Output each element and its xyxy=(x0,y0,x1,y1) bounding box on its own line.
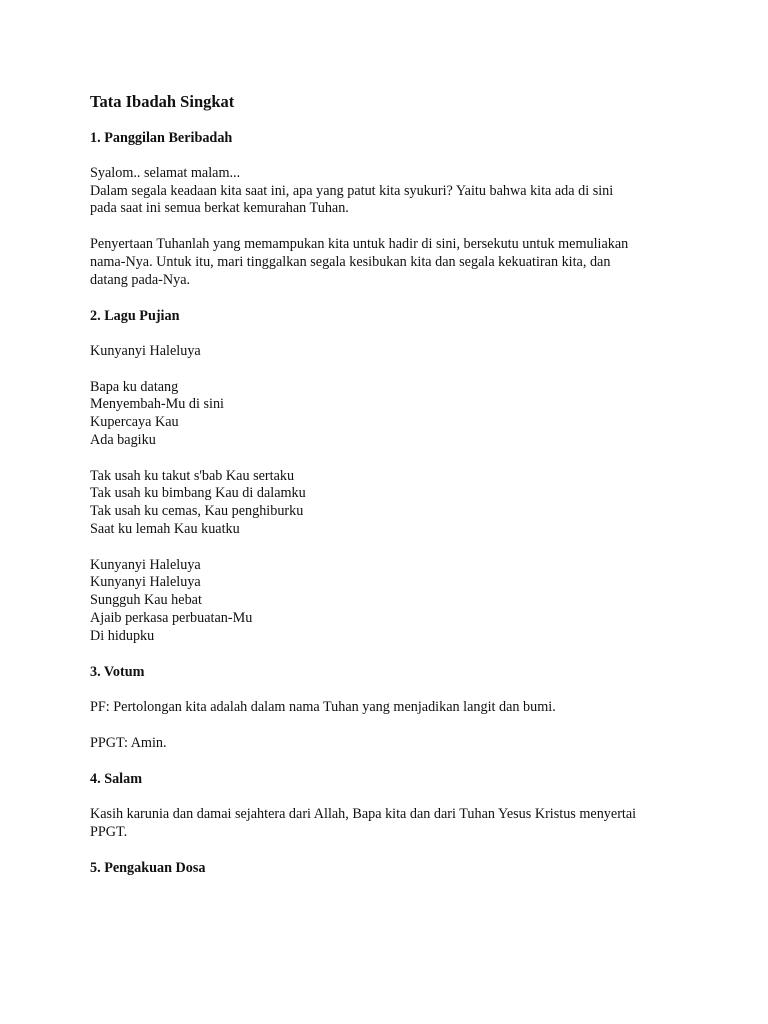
text-line: Saat ku lemah Kau kuatku xyxy=(90,520,240,537)
section-lagu-pujian xyxy=(90,307,690,663)
text-line: Sungguh Kau hebat xyxy=(90,592,202,609)
paragraph xyxy=(90,735,690,753)
section-heading: 1. Panggilan Beribadah xyxy=(90,130,233,146)
paragraph xyxy=(90,236,690,289)
text-line: Tak usah ku takut s'bab Kau sertaku xyxy=(90,467,295,484)
text-line: Tak usah ku cemas, Kau penghiburku xyxy=(90,503,304,520)
text-line: PPGT. xyxy=(90,823,128,840)
song-verse xyxy=(90,379,690,450)
section-heading: 5. Pengakuan Dosa xyxy=(90,860,206,877)
text-line: PF: Pertolongan kita adalah dalam nama Tuhan yang menjadikan langit dan bumi. xyxy=(90,699,556,716)
text-line: Menyembah-Mu di sini xyxy=(90,396,224,413)
text-line: Ada bagiku xyxy=(90,431,156,448)
text-line: pada saat ini semua berkat kemurahan Tuhan. xyxy=(90,200,349,217)
text-line: datang pada-Nya. xyxy=(90,271,191,288)
song-chorus xyxy=(90,557,690,646)
text-line: nama-Nya. Untuk itu, mari tinggalkan segala kesibukan kita dan segala kekuatiran kita, dan xyxy=(90,253,611,270)
song-line-block xyxy=(90,343,690,361)
section-votum xyxy=(90,663,690,770)
text-line: Kunyanyi Haleluya xyxy=(90,342,201,359)
text-line: PPGT: Amin. xyxy=(90,734,167,751)
text-line: Bapa ku datang xyxy=(90,378,179,395)
text-line: Tak usah ku bimbang Kau di dalamku xyxy=(90,485,306,502)
document-title: Tata Ibadah Singkat xyxy=(90,92,235,111)
song-verse xyxy=(90,468,690,539)
text-line: Kupercaya Kau xyxy=(90,414,179,431)
text-line: Di hidupku xyxy=(90,627,155,644)
text-line: Ajaib perkasa perbuatan-Mu xyxy=(90,609,253,626)
section-heading: 4. Salam xyxy=(90,771,143,788)
paragraph xyxy=(90,806,690,842)
text-line: Dalam segala keadaan kita saat ini, apa yang patut kita syukuri? Yaitu bahwa kita ada di sini xyxy=(90,182,614,199)
text-line: Syalom.. selamat malam... xyxy=(90,164,241,181)
text-line: Kunyanyi Haleluya xyxy=(90,556,201,573)
text-line: Kunyanyi Haleluya xyxy=(90,574,201,591)
section-salam xyxy=(90,770,690,859)
text-line: Kasih karunia dan damai sejahtera dari Allah, Bapa kita dan dari Tuhan Yesus Kristus menyertai xyxy=(90,806,637,823)
section-panggilan-beribadah xyxy=(90,129,690,307)
section-pengakuan-dosa xyxy=(90,859,690,877)
paragraph xyxy=(90,699,690,717)
paragraph xyxy=(90,165,690,218)
document-content xyxy=(90,91,690,877)
section-heading: 3. Votum xyxy=(90,664,145,681)
section-heading: 2. Lagu Pujian xyxy=(90,308,180,325)
text-line: Penyertaan Tuhanlah yang memampukan kita untuk hadir di sini, bersekutu untuk memuliakan xyxy=(90,235,629,252)
